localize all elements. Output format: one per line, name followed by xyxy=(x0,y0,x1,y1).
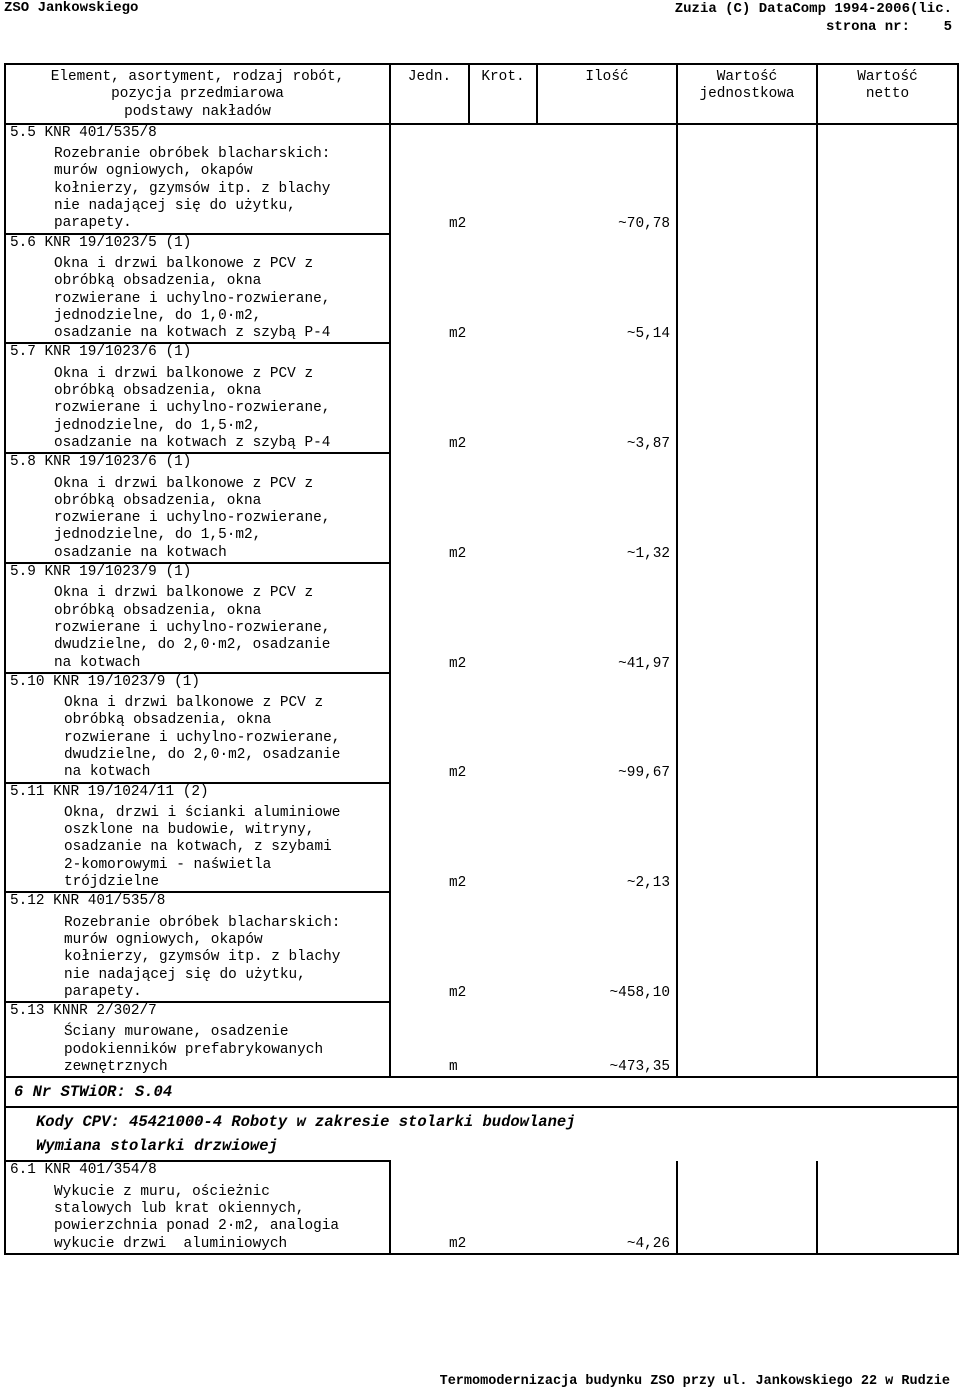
item-qty: ~473,35 xyxy=(537,1002,677,1077)
item-unit: m2 xyxy=(390,124,469,234)
header-right xyxy=(675,0,952,36)
item-unit: m2 xyxy=(390,563,469,673)
item-index: 5.11 KNR 19/1024/11 (2) xyxy=(10,783,209,800)
item-text: Okna i drzwi balkonowe z PCV z obróbką obsadzenia, okna rozwierane i uchylno-rozwierane, dwudzielne, do 2,0·m2, osadzanie na kotwach xyxy=(64,695,341,781)
item-unit: m2 xyxy=(390,1161,469,1253)
table-row xyxy=(5,563,958,673)
item-unit-value xyxy=(677,1161,817,1253)
item-krot xyxy=(469,673,537,783)
page-label: strona nr: xyxy=(825,19,910,35)
item-net-value xyxy=(817,673,958,783)
footer-text: Termomodernizacja budynku ZSO przy ul. Jankowskiego 22 w Rudzie xyxy=(439,1374,950,1389)
item-krot xyxy=(469,453,537,563)
item-index: 6.1 KNR 401/354/8 xyxy=(10,1162,157,1179)
table-row xyxy=(5,673,958,783)
item-text: Rozebranie obróbek blacharskich: murów ogniowych, okapów kołnierzy, gzymsów itp. z blachy nie nadającej się do użytku, parapety. xyxy=(54,146,331,232)
table-body xyxy=(5,124,958,1077)
item-net-value xyxy=(817,1002,958,1077)
col-qty: Ilość xyxy=(537,64,677,124)
item-unit-value xyxy=(677,673,817,783)
table-row xyxy=(5,343,958,453)
item-qty: ~4,26 xyxy=(537,1161,677,1253)
item-unit: m2 xyxy=(390,343,469,453)
table-row xyxy=(5,892,958,1002)
table-row xyxy=(5,453,958,563)
table-row xyxy=(5,1161,958,1253)
item-index: 5.7 KNR 19/1023/6 (1) xyxy=(10,344,192,361)
header-left: ZSO Jankowskiego xyxy=(4,0,139,16)
item-description xyxy=(5,124,390,234)
item-qty: ~1,32 xyxy=(537,453,677,563)
item-description xyxy=(5,1002,390,1077)
item-net-value xyxy=(817,453,958,563)
item-unit-value xyxy=(677,1002,817,1077)
item-text: Okna i drzwi balkonowe z PCV z obróbką obsadzenia, okna rozwierane i uchylno-rozwierane, dwudzielne, do 2,0·m2, osadzanie na kotwach xyxy=(54,585,331,671)
item-unit: m2 xyxy=(390,234,469,344)
table-row xyxy=(5,1002,958,1077)
page-number: 5 xyxy=(943,19,952,35)
item-description xyxy=(5,234,390,344)
item-unit: m2 xyxy=(390,673,469,783)
item-text: Wykucie z muru, ościeżnic stalowych lub krat okiennych, powierzchnia ponad 2·m2, analogia wykucie drzwi aluminiowych xyxy=(54,1183,339,1252)
item-text: Okna i drzwi balkonowe z PCV z obróbką obsadzenia, okna rozwierane i uchylno-rozwierane, jednodzielne, do 1,5·m2, osadzanie na kotwach z szybą P-4 xyxy=(54,365,331,451)
item-index: 5.9 KNR 19/1023/9 (1) xyxy=(10,564,192,581)
item-unit: m2 xyxy=(390,892,469,1002)
header-software: Zuzia (C) DataComp 1994-2006(lic. xyxy=(674,1,952,17)
item-index: 5.5 KNR 401/535/8 xyxy=(10,124,157,141)
item-qty: ~41,97 xyxy=(537,563,677,673)
section-rows xyxy=(5,1161,958,1253)
table-row xyxy=(5,783,958,893)
item-description xyxy=(5,783,390,893)
item-qty: ~70,78 xyxy=(537,124,677,234)
item-net-value xyxy=(817,343,958,453)
item-unit-value xyxy=(677,343,817,453)
item-text: Okna i drzwi balkonowe z PCV z obróbką obsadzenia, okna rozwierane i uchylno-rozwierane, jednodzielne, do 1,0·m2, osadzanie na kotwach z szybą P-4 xyxy=(54,255,331,342)
item-net-value xyxy=(817,124,958,234)
section-body xyxy=(5,1077,958,1161)
col-unit-value: Wartość jednostkowa xyxy=(677,64,817,124)
item-index: 5.12 KNR 401/535/8 xyxy=(10,893,166,910)
col-element: Element, asortyment, rodzaj robót, pozycja przedmiarowa podstawy nakładów xyxy=(5,64,390,124)
item-description xyxy=(5,453,390,563)
item-description xyxy=(5,563,390,673)
item-krot xyxy=(469,343,537,453)
item-unit-value xyxy=(677,892,817,1002)
section-cpv: Kody CPV: 45421000-4 Roboty w zakresie stolarki budowlanej xyxy=(36,1113,576,1132)
item-index: 5.10 KNR 19/1023/9 (1) xyxy=(10,673,200,690)
item-net-value xyxy=(817,234,958,344)
table-header xyxy=(5,64,958,124)
item-description xyxy=(5,1161,390,1253)
col-net-value: Wartość netto xyxy=(817,64,958,124)
item-unit-value xyxy=(677,783,817,893)
item-unit-value xyxy=(677,453,817,563)
section-title-row xyxy=(5,1077,958,1107)
item-unit: m2 xyxy=(390,453,469,563)
item-index: 5.8 KNR 19/1023/6 (1) xyxy=(10,454,192,471)
col-krot: Krot. xyxy=(469,64,537,124)
item-net-value xyxy=(817,563,958,673)
item-unit: m xyxy=(390,1002,469,1077)
item-description xyxy=(5,343,390,453)
item-unit-value xyxy=(677,563,817,673)
item-text: Rozebranie obróbek blacharskich: murów ogniowych, okapów kołnierzy, gzymsów itp. z blachy nie nadającej się do użytku, parapety. xyxy=(64,914,341,1000)
item-krot xyxy=(469,892,537,1002)
item-text: Ściany murowane, osadzenie podokienników prefabrykowanych zewnętrznych xyxy=(64,1024,324,1076)
item-net-value xyxy=(817,892,958,1002)
item-description xyxy=(5,892,390,1002)
item-index: 5.13 KNNR 2/302/7 xyxy=(10,1003,157,1020)
item-qty: ~99,67 xyxy=(537,673,677,783)
item-qty: ~5,14 xyxy=(537,234,677,344)
item-net-value xyxy=(817,1161,958,1253)
item-text: Okna i drzwi balkonowe z PCV z obróbką obsadzenia, okna rozwierane i uchylno-rozwierane, jednodzielne, do 1,5·m2, osadzanie na kotwach xyxy=(54,475,331,561)
page-indicator xyxy=(675,18,952,36)
item-unit: m2 xyxy=(390,783,469,893)
item-text: Okna, drzwi i ścianki aluminiowe oszklone na budowie, witryny, osadzanie na kotwach, z szybami 2-komorowymi - naświetla trójdzielne xyxy=(64,804,341,891)
item-index: 5.6 KNR 19/1023/5 (1) xyxy=(10,234,192,251)
item-net-value xyxy=(817,783,958,893)
col-unit: Jedn. xyxy=(390,64,469,124)
item-krot xyxy=(469,783,537,893)
table-row xyxy=(5,234,958,344)
item-krot xyxy=(469,234,537,344)
item-qty: ~458,10 xyxy=(537,892,677,1002)
item-krot xyxy=(469,124,537,234)
item-description xyxy=(5,673,390,783)
section-title: 6 Nr STWiOR: S.04 xyxy=(5,1077,958,1107)
item-krot xyxy=(469,563,537,673)
item-krot xyxy=(469,1161,537,1253)
table-row xyxy=(5,124,958,234)
item-unit-value xyxy=(677,234,817,344)
estimate-table xyxy=(4,63,959,1255)
item-unit-value xyxy=(677,124,817,234)
section-subtitle: Wymiana stolarki drzwiowej xyxy=(36,1137,278,1156)
item-qty: ~3,87 xyxy=(537,343,677,453)
item-qty: ~2,13 xyxy=(537,783,677,893)
section-cpv-row xyxy=(5,1107,958,1161)
item-krot xyxy=(469,1002,537,1077)
